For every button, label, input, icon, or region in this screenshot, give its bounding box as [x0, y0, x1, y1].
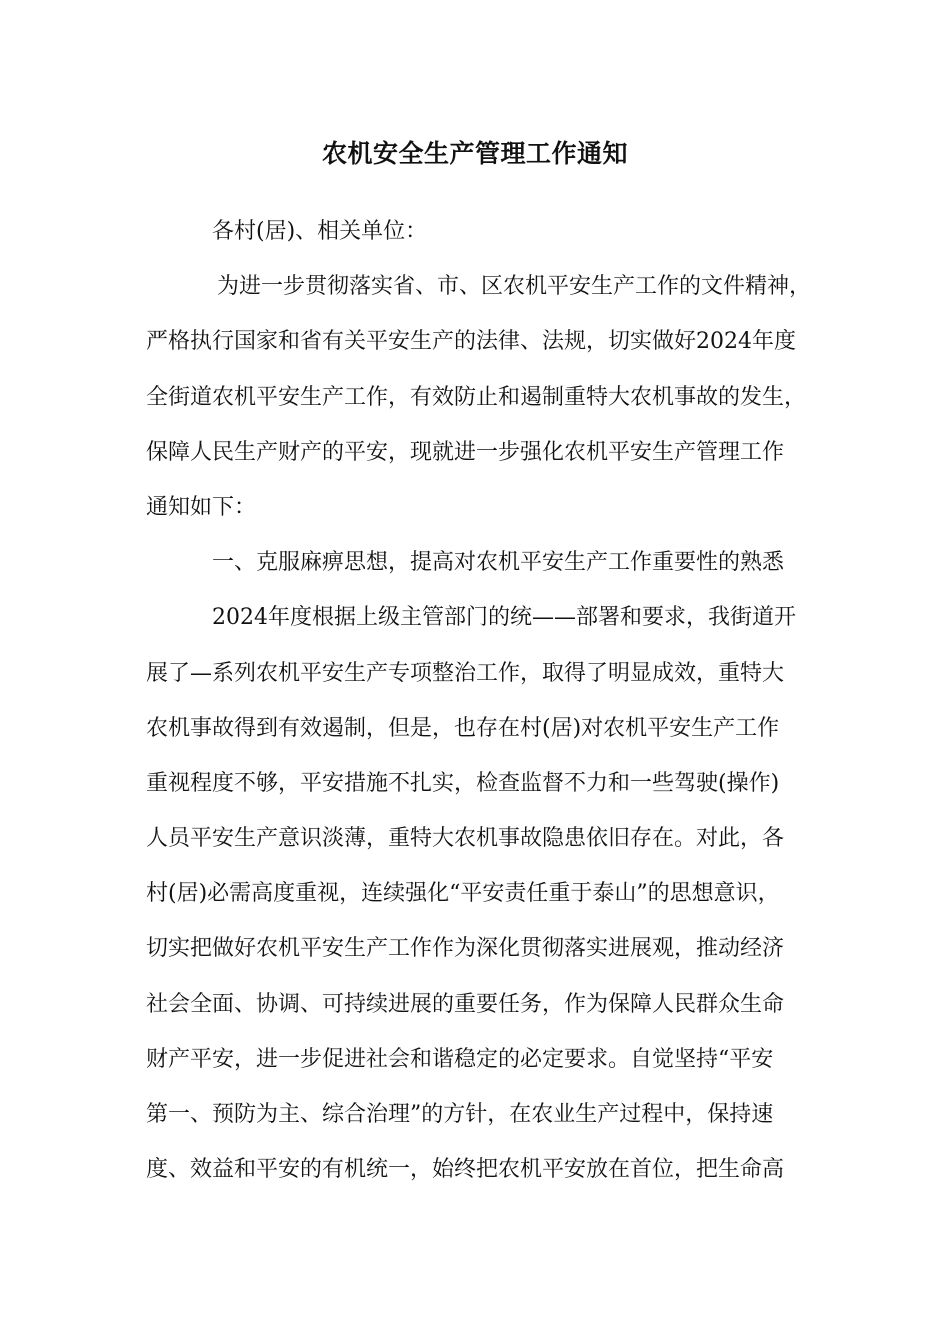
- paragraph-line: 展了—系列农机平安生产专项整治工作，取得了明显成效，重特大: [146, 660, 785, 686]
- paragraph-line: 财产平安，进一步促进社会和谐稳定的必定要求。自觉坚持“平安: [146, 1046, 774, 1072]
- paragraph-line: 全街道农机平安生产工作，有效防止和遏制重特大农机事故的发生，: [146, 384, 807, 410]
- paragraph-line: 度、效益和平安的有机统一，始终把农机平安放在首位，把生命高: [146, 1157, 785, 1183]
- paragraph-line: 通知如下：: [146, 494, 257, 520]
- paragraph-line: 社会全面、协调、可持续进展的重要任务，作为保障人民群众生命: [146, 991, 785, 1017]
- paragraph-line: 重视程度不够，平安措施不扎实，检查监督不力和一些驾驶(操作): [146, 770, 780, 796]
- paragraph-line: 第一、预防为主、综合治理”的方针，在农业生产过程中，保持速: [146, 1102, 774, 1127]
- paragraph-line: 农机事故得到有效遏制，但是，也存在村(居)对农机平安生产工作: [146, 715, 780, 741]
- salutation-line: 各村(居)、相关单位：: [212, 219, 428, 244]
- section-heading-line: 一、克服麻痹思想，提高对农机平安生产工作重要性的熟悉: [212, 550, 785, 576]
- paragraph-line: 2024年度根据上级主管部门的统——部署和要求，我街道开: [212, 605, 796, 631]
- paragraph-line: 为进一步贯彻落实省、市、区农机平安生产工作的文件精神，: [217, 274, 812, 300]
- paragraph-line: 严格执行国家和省有关平安生产的法律、法规，切实做好2024年度: [146, 329, 796, 355]
- document-title: 农机安全生产管理工作通知: [321, 139, 628, 168]
- paragraph-line: 切实把做好农机平安生产工作作为深化贯彻落实进展观，推动经济: [146, 936, 785, 962]
- document-body: [146, 204, 826, 1197]
- paragraph-line: 保障人民生产财产的平安，现就进一步强化农机平安生产管理工作: [146, 439, 785, 465]
- paragraph-line: 人员平安生产意识淡薄，重特大农机事故隐患依旧存在。对此，各: [146, 826, 785, 852]
- paragraph-line: 村(居)必需高度重视，连续强化“平安责任重于泰山”的思想意识，: [146, 881, 780, 907]
